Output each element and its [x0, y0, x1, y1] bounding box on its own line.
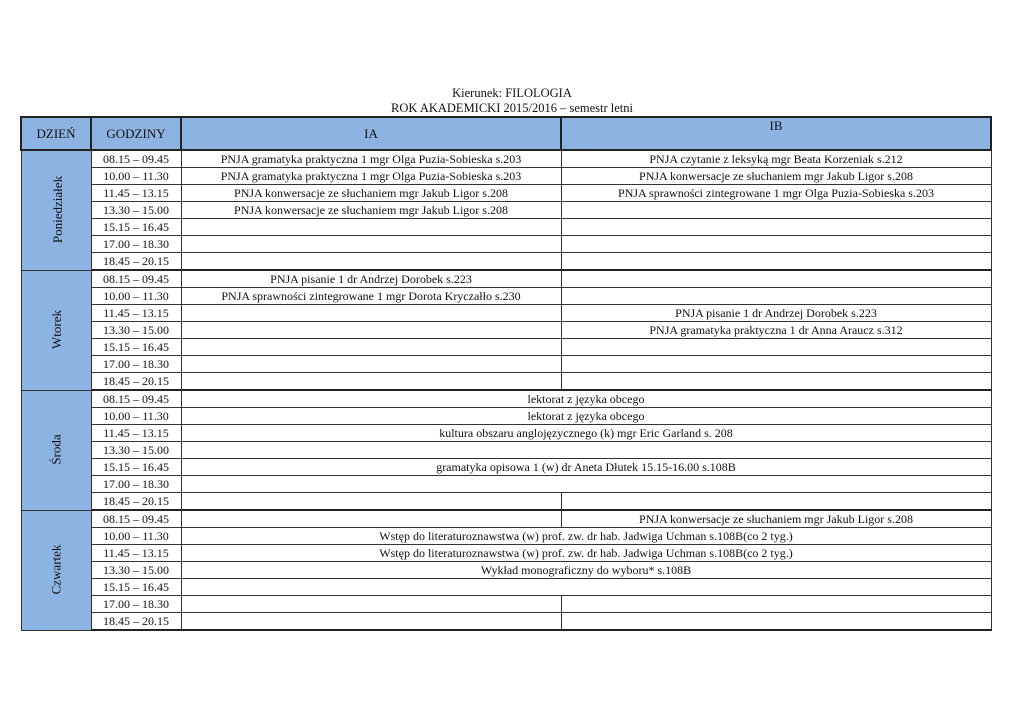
class-cell-ia	[181, 322, 561, 339]
day-label: Wtorek	[48, 310, 64, 349]
class-cell-ib: PNJA konwersacje ze słuchaniem mgr Jakub Ligor s.208	[561, 168, 991, 185]
time-slot-cell: 10.00 – 11.30	[91, 288, 181, 305]
class-cell-shared: Wykład monograficzny do wyboru* s.108B	[181, 562, 991, 579]
table-row	[21, 425, 991, 442]
time-slot-cell: 18.45 – 20.15	[91, 373, 181, 391]
class-cell-ia	[181, 493, 561, 511]
time-slot-cell: 10.00 – 11.30	[91, 408, 181, 425]
table-row	[21, 408, 991, 425]
time-slot-cell: 13.30 – 15.00	[91, 442, 181, 459]
day-label-cell	[21, 390, 91, 510]
table-row	[21, 528, 991, 545]
class-cell-shared: Wstęp do literaturoznawstwa (w) prof. zw. dr hab. Jadwiga Uchman s.108B(co 2 tyg.)	[181, 528, 991, 545]
table-row	[21, 322, 991, 339]
table-row	[21, 185, 991, 202]
class-cell-ib: PNJA czytanie z leksyką mgr Beata Korzeniak s.212	[561, 150, 991, 168]
time-slot-cell: 11.45 – 13.15	[91, 425, 181, 442]
time-slot-cell: 18.45 – 20.15	[91, 613, 181, 631]
table-row	[21, 476, 991, 493]
table-row	[21, 442, 991, 459]
time-slot-cell: 15.15 – 16.45	[91, 219, 181, 236]
time-slot-cell: 08.15 – 09.45	[91, 510, 181, 528]
table-row	[21, 373, 991, 391]
class-cell-shared: lektorat z języka obcego	[181, 390, 991, 408]
time-slot-cell: 13.30 – 15.00	[91, 202, 181, 219]
day-label-cell	[21, 510, 91, 630]
class-cell-ia	[181, 373, 561, 391]
table-row	[21, 305, 991, 322]
day-label-cell	[21, 270, 91, 390]
time-slot-cell: 15.15 – 16.45	[91, 579, 181, 596]
table-row	[21, 545, 991, 562]
table-row	[21, 270, 991, 288]
class-cell-shared: kultura obszaru anglojęzycznego (k) mgr Eric Garland s. 208	[181, 425, 991, 442]
class-cell-ib	[561, 270, 991, 288]
time-slot-cell: 11.45 – 13.15	[91, 305, 181, 322]
col-header-hours: GODZINY	[91, 117, 181, 150]
table-row	[21, 168, 991, 185]
class-cell-ia	[181, 253, 561, 271]
table-row	[21, 596, 991, 613]
time-slot-cell: 17.00 – 18.30	[91, 476, 181, 493]
class-cell-ib: PNJA sprawności zintegrowane 1 mgr Olga Puzia-Sobieska s.203	[561, 185, 991, 202]
time-slot-cell: 08.15 – 09.45	[91, 150, 181, 168]
class-cell-ia	[181, 596, 561, 613]
table-row	[21, 339, 991, 356]
table-row	[21, 236, 991, 253]
class-cell-ib	[561, 356, 991, 373]
time-slot-cell: 15.15 – 16.45	[91, 339, 181, 356]
class-cell-ib: PNJA gramatyka praktyczna 1 dr Anna Araucz s.312	[561, 322, 991, 339]
class-cell-ia	[181, 339, 561, 356]
table-row	[21, 510, 991, 528]
class-cell-ia	[181, 510, 561, 528]
table-row	[21, 579, 991, 596]
time-slot-cell: 08.15 – 09.45	[91, 390, 181, 408]
day-label-cell	[21, 150, 91, 270]
table-row	[21, 390, 991, 408]
class-cell-shared: gramatyka opisowa 1 (w) dr Aneta Dłutek 15.15-16.00 s.108B	[181, 459, 991, 476]
class-cell-ib	[561, 202, 991, 219]
class-cell-ib	[561, 219, 991, 236]
time-slot-cell: 11.45 – 13.15	[91, 545, 181, 562]
class-cell-ib	[561, 339, 991, 356]
class-cell-ia	[181, 236, 561, 253]
class-cell-shared: lektorat z języka obcego	[181, 408, 991, 425]
class-cell-shared	[181, 579, 991, 596]
time-slot-cell: 10.00 – 11.30	[91, 168, 181, 185]
class-cell-ib	[561, 493, 991, 511]
table-row	[21, 493, 991, 511]
class-cell-ia: PNJA gramatyka praktyczna 1 mgr Olga Puzia-Sobieska s.203	[181, 150, 561, 168]
class-cell-ia: PNJA pisanie 1 dr Andrzej Dorobek s.223	[181, 270, 561, 288]
class-cell-shared	[181, 442, 991, 459]
table-row	[21, 562, 991, 579]
time-slot-cell: 17.00 – 18.30	[91, 236, 181, 253]
col-header-day: DZIEŃ	[21, 117, 91, 150]
class-cell-ib	[561, 253, 991, 271]
table-row	[21, 356, 991, 373]
time-slot-cell: 13.30 – 15.00	[91, 322, 181, 339]
class-cell-ib	[561, 236, 991, 253]
table-row	[21, 150, 991, 168]
class-cell-ib: PNJA konwersacje ze słuchaniem mgr Jakub Ligor s.208	[561, 510, 991, 528]
col-header-ib: IB	[561, 117, 991, 150]
schedule-body	[21, 150, 991, 630]
table-row	[21, 253, 991, 271]
time-slot-cell: 17.00 – 18.30	[91, 596, 181, 613]
class-cell-ia: PNJA sprawności zintegrowane 1 mgr Dorota Kryczałło s.230	[181, 288, 561, 305]
time-slot-cell: 13.30 – 15.00	[91, 562, 181, 579]
time-slot-cell: 11.45 – 13.15	[91, 185, 181, 202]
class-cell-ib: PNJA pisanie 1 dr Andrzej Dorobek s.223	[561, 305, 991, 322]
time-slot-cell: 17.00 – 18.30	[91, 356, 181, 373]
class-cell-ia	[181, 305, 561, 322]
table-row	[21, 459, 991, 476]
class-cell-ib	[561, 596, 991, 613]
class-cell-ib	[561, 613, 991, 631]
time-slot-cell: 18.45 – 20.15	[91, 253, 181, 271]
class-cell-ia	[181, 356, 561, 373]
class-cell-ia	[181, 219, 561, 236]
class-cell-ia: PNJA konwersacje ze słuchaniem mgr Jakub Ligor s.208	[181, 185, 561, 202]
table-row	[21, 202, 991, 219]
faculty-title: Kierunek: FILOLOGIA	[452, 86, 572, 100]
time-slot-cell: 18.45 – 20.15	[91, 493, 181, 511]
time-slot-cell: 10.00 – 11.30	[91, 528, 181, 545]
class-cell-ib	[561, 288, 991, 305]
class-cell-shared: Wstęp do literaturoznawstwa (w) prof. zw. dr hab. Jadwiga Uchman s.108B(co 2 tyg.)	[181, 545, 991, 562]
time-slot-cell: 15.15 – 16.45	[91, 459, 181, 476]
class-cell-ia: PNJA gramatyka praktyczna 1 mgr Olga Puzia-Sobieska s.203	[181, 168, 561, 185]
class-cell-ia: PNJA konwersacje ze słuchaniem mgr Jakub Ligor s.208	[181, 202, 561, 219]
class-cell-shared	[181, 476, 991, 493]
class-cell-ib	[561, 373, 991, 391]
day-label: Środa	[48, 434, 64, 465]
col-header-ia: IA	[181, 117, 561, 150]
time-slot-cell: 08.15 – 09.45	[91, 270, 181, 288]
header-row	[21, 117, 991, 150]
class-cell-ia	[181, 613, 561, 631]
table-row	[21, 288, 991, 305]
academic-year-title: ROK AKADEMICKI 2015/2016 – semestr letni	[391, 101, 633, 115]
schedule-table	[20, 116, 992, 631]
day-label: Czwartek	[48, 544, 64, 595]
day-label: Poniedziałek	[49, 176, 65, 244]
table-row	[21, 613, 991, 631]
table-row	[21, 219, 991, 236]
